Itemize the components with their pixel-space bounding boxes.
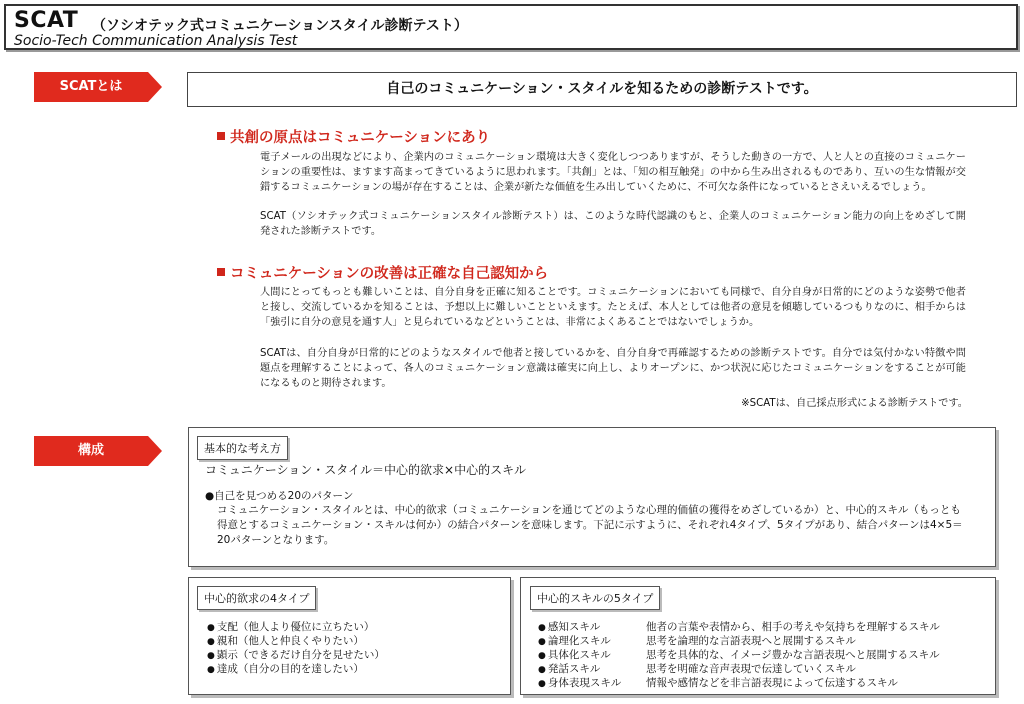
list-item: ● 具体化スキル 思考を具体的な、イメージ豊かな言語表現へと展開するスキル — [538, 649, 940, 663]
needs-list — [207, 621, 385, 677]
patterns-bullet: ●自己を見つめる20のパターン — [205, 490, 354, 502]
structure-tag: 構成 — [34, 436, 148, 466]
list-item: ● 顕示（できるだけ自分を見せたい） — [207, 649, 385, 663]
page-header — [4, 4, 1018, 50]
list-item: ● 論理化スキル 思考を論理的な言語表現へと展開するスキル — [538, 635, 940, 649]
list-item: ● 発話スキル 思考を明確な音声表現で伝達していくスキル — [538, 663, 940, 677]
page-title: SCAT — [14, 8, 79, 33]
list-item: ● 支配（他人より優位に立ちたい） — [207, 621, 385, 635]
style-formula: コミュニケーション・スタイル＝中心的欲求×中心的スキル — [205, 463, 526, 477]
section-title-self-awareness: コミュニケーションの改善は正確な自己認知から — [217, 262, 548, 283]
skills-list — [538, 621, 940, 691]
about-tag: SCATとは — [34, 72, 148, 102]
basic-concept-description: コミュニケーション・スタイルとは、中心的欲求（コミュニケーションを通じてどのような心理的価値の獲得をめざしているか）と、中心的スキル（もっとも得意とするコミュニケーション・スキルは何か）の結合パターンを意味します。下記に示すように、それぞれ4タイプ、5タイプがあり、結合パターンは4×5＝20パターンとなります。 — [217, 504, 963, 546]
square-bullet-icon — [217, 268, 225, 276]
paragraph: 電子メールの出現などにより、企業内のコミュニケーション環境は大きく変化しつつありますが、そうした動きの一方で、人と人との直接のコミュニケーションの重要性は、ますます高まってきているように思われます。「共創」とは、「知の相互触発」の中から生み出されるものであり、互いの生な情報が交錯するコミュニケーションの場が存在することは、企業が新たな価値を生み出していくために、不可欠な条件になっているとさえいえるでしょう。 — [260, 152, 966, 193]
square-bullet-icon — [217, 132, 225, 140]
page-subtitle-jp: （ソシオテック式コミュニケーションスタイル診断テスト） — [92, 18, 468, 34]
footnote: ※SCATは、自己採点形式による診断テストです。 — [741, 398, 968, 409]
needs-label: 中心的欲求の4タイプ — [197, 586, 316, 610]
list-item: ● 親和（他人と仲良くやりたい） — [207, 635, 385, 649]
list-item: ● 身体表現スキル 情報や感情などを非言語表現によって伝達するスキル — [538, 677, 940, 691]
about-headline: 自己のコミュニケーション・スタイルを知るための診断テストです。 — [187, 72, 1017, 107]
paragraph: SCAT（ソシオテック式コミュニケーションスタイル診断テスト）は、このような時代認識のもと、企業人のコミュニケーション能力の向上をめざして開発された診断テストです。 — [260, 211, 966, 237]
list-item: ● 達成（自分の目的を達したい） — [207, 663, 385, 677]
list-item: ● 感知スキル 他者の言葉や表情から、相手の考えや気持ちを理解するスキル — [538, 621, 940, 635]
skills-label: 中心的スキルの5タイプ — [530, 586, 660, 610]
basic-concept-label: 基本的な考え方 — [197, 436, 288, 460]
paragraph: SCATは、自分自身が日常的にどのようなスタイルで他者と接しているかを、自分自身で再確認するための診断テストです。自分では気付かない特徴や問題点を理解することによって、各人のコミュニケーション意識は確実に向上し、よりオープンに、かつ状況に応じたコミュニケーションをすることが可能になるものと期待されます。 — [260, 348, 966, 389]
page-subtitle-en: Socio-Tech Communication Analysis Test — [14, 33, 298, 49]
section-title-cocreation: 共創の原点はコミュニケーションにあり — [217, 126, 490, 147]
paragraph: 人間にとってもっとも難しいことは、自分自身を正確に知ることです。コミュニケーションにおいても同様で、自分自身が日常的にどのような姿勢で他者と接し、交流しているかを知ることは、予想以上に難しいことといえます。たとえば、本人としては他者の意見を傾聴しているつもりなのに、相手からは「強引に自分の意見を通す人」と見られているなどということは、非常によくあることではないでしょうか。 — [260, 287, 966, 328]
bullet-icon: ● — [205, 490, 215, 502]
